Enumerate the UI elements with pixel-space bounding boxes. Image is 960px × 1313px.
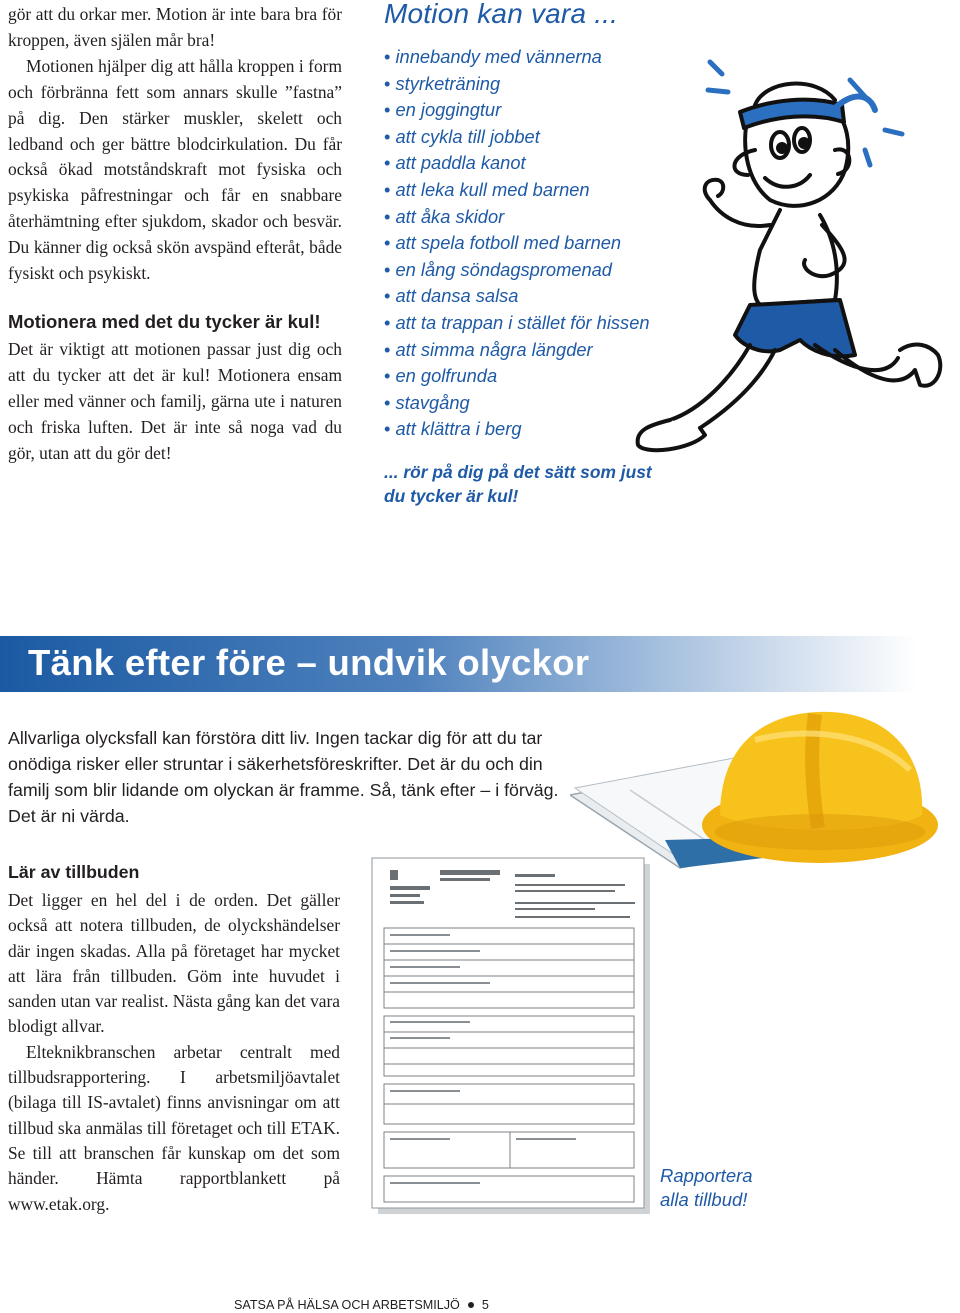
list-item: • en golfrunda — [384, 363, 650, 390]
lessons-body — [8, 888, 340, 1217]
list-item: • innebandy med vännerna — [384, 44, 650, 71]
intro-paragraph-2: Motionen hjälper dig att hålla kroppen i form och förbränna fett som annars skulle ”fastna” på dig. Den stärker muskler, skelett och ledband och ger bättre blodcirkulation. Du får också ökad motståndskraft mot fysiska och psykiska påfrestningar och får en snabbare återhämtning efter sjukdom, skador och besvär. Du känner dig också skön avspänd efteråt, både fysiskt och psykiskt. — [8, 55, 342, 284]
fun-paragraph: Det är viktigt att motionen passar just dig och att du tycker att det är kul! Motionera ensam eller med vänner och familj, gärna ute i naturen och friska luften. Det är inte så noga vad du gör, utan att du gör det! — [8, 338, 342, 463]
lessons-heading: Lär av tillbuden — [8, 862, 140, 882]
footer-title: SATSA PÅ HÄLSA OCH ARBETSMILJÖ — [234, 1298, 460, 1312]
list-item: • att cykla till jobbet — [384, 124, 650, 151]
left-column-intro — [8, 2, 342, 467]
lessons-paragraph-2: Elteknikbranschen arbetar centralt med tillbudsrapportering. I arbetsmiljöavtalet (bilaga till IS-avtalet) finns anvisningar om att tillbud ska anmälas till företaget och till ETAK. Se till att branschen får kunskap om det som händer. Hämta rapportblankett på www.etak.org. — [8, 1041, 340, 1214]
list-item: • att leka kull med barnen — [384, 177, 650, 204]
list-item: • att ta trappan i stället för hissen — [384, 310, 650, 337]
list-item: • att åka skidor — [384, 204, 650, 231]
page-number: 5 — [481, 1298, 489, 1312]
motion-list — [384, 44, 650, 443]
page-footer — [234, 1298, 489, 1312]
list-item: • en lång söndagspromenad — [384, 257, 650, 284]
list-item: • att paddla kanot — [384, 150, 650, 177]
runner-illustration-icon — [630, 50, 950, 470]
fun-heading: Motionera med det du tycker är kul! — [8, 310, 321, 332]
motion-list-title: Motion kan vara ... — [384, 0, 619, 29]
list-item: • styrketräning — [384, 71, 650, 98]
report-form-illustration-icon — [370, 856, 652, 1216]
intro-paragraph-1: gör att du orkar mer. Motion är inte bara bra för kroppen, även själen mår bra! — [8, 4, 342, 50]
list-item: • att spela fotboll med barnen — [384, 230, 650, 257]
lessons-paragraph-1: Det ligger en hel del i de orden. Det gäller också att notera tillbuden, de olyckshändelser där ingen skadas. Alla på företaget har mycket att lära från tillbuden. Göm inte huvudet i sanden utan var realist. Nästa gång kan det vara blodigt allvar. — [8, 890, 340, 1037]
warning-paragraph: Allvarliga olycksfall kan förstöra ditt liv. Ingen tackar dig för att du tar onödiga risker eller struntar i säkerhetsföreskrifter. Det är du och din familj som blir lidande om olyckan är framme. Så, tänk efter – i förväg. Det är ni värda. — [8, 728, 559, 826]
list-item: • stavgång — [384, 390, 650, 417]
list-item: • att klättra i berg — [384, 416, 650, 443]
list-item: • att simma några längder — [384, 337, 650, 364]
list-item: • att dansa salsa — [384, 283, 650, 310]
report-caption — [660, 1164, 780, 1212]
list-item: • en joggingtur — [384, 97, 650, 124]
motion-tagline: ... rör på dig på det sätt som just du tycker är kul! — [384, 462, 652, 506]
section-title: Tänk efter före – undvik olyckor — [28, 642, 590, 683]
footer-bullet-icon — [468, 1302, 474, 1308]
hard-hat-illustration-icon — [570, 700, 940, 870]
report-caption-text: Rapportera alla tillbud! — [660, 1165, 753, 1210]
